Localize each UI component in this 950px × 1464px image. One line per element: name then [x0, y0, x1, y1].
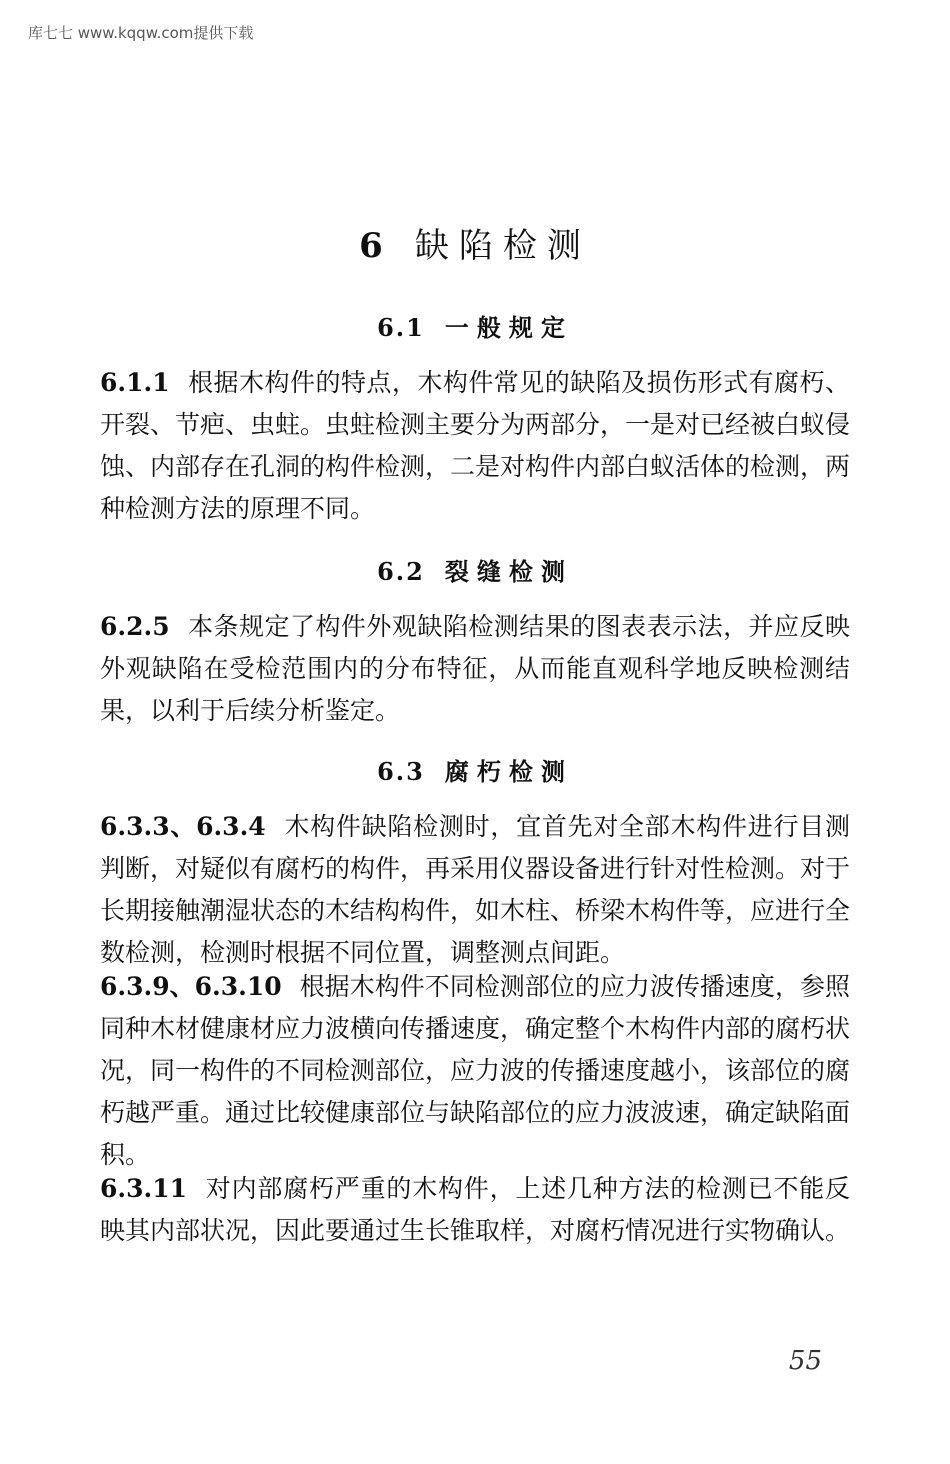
chapter-number: 6 — [359, 226, 393, 266]
paragraph-6-3-11 — [100, 1168, 850, 1252]
clause-number: 6.1.1 — [100, 368, 170, 397]
section-number: 6.2 — [377, 557, 425, 586]
clause-text: 对内部腐朽严重的木构件，上述几种方法的检测已不能反映其内部状况，因此要通过生长锥取样，对腐朽情况进行实物确认。 — [100, 1174, 851, 1245]
section-title-6-1 — [0, 308, 950, 343]
paragraph-6-2-5 — [100, 606, 850, 732]
section-title-6-2 — [0, 552, 950, 587]
clause-number: 6.3.3、6.3.4 — [100, 812, 266, 841]
section-number: 6.1 — [377, 313, 425, 342]
clause-text: 根据木构件不同检测部位的应力波传播速度，参照同种木材健康材应力波横向传播速度，确定整个木构件内部的腐朽状况，同一构件的不同检测部位，应力波的传播速度越小，该部位的腐朽越严重。通过比较健康部位与缺陷部位的应力波波速，确定缺陷面积。 — [100, 972, 851, 1169]
page-number: 55 — [788, 1346, 822, 1376]
section-title-6-3 — [0, 752, 950, 787]
clause-number: 6.2.5 — [100, 612, 170, 641]
paragraph-6-3-9 — [100, 966, 850, 1176]
watermark: 库七七 www.kqqw.com提供下载 — [28, 24, 254, 42]
clause-number: 6.3.11 — [100, 1174, 187, 1203]
clause-text: 木构件缺陷检测时，宜首先对全部木构件进行目测判断，对疑似有腐朽的构件，再采用仪器设备进行针对性检测。对于长期接触潮湿状态的木结构构件，如木柱、桥梁木构件等，应进行全数检测，检测时根据不同位置，调整测点间距。 — [100, 812, 851, 967]
section-title-text: 一般规定 — [444, 314, 573, 342]
section-title-text: 腐朽检测 — [444, 758, 573, 786]
paragraph-6-1-1 — [100, 362, 850, 530]
paragraph-6-3-3 — [100, 806, 850, 974]
chapter-title-text: 缺陷检测 — [414, 226, 591, 266]
clause-text: 根据木构件的特点，木构件常见的缺陷及损伤形式有腐朽、开裂、节疤、虫蛀。虫蛀检测主要分为两部分，一是对已经被白蚁侵蚀、内部存在孔洞的构件检测，二是对构件内部白蚁活体的检测，两种检测方法的原理不同。 — [100, 368, 851, 523]
section-number: 6.3 — [377, 757, 425, 786]
clause-text: 本条规定了构件外观缺陷检测结果的图表表示法，并应反映外观缺陷在受检范围内的分布特征，从而能直观科学地反映检测结果，以利于后续分析鉴定。 — [100, 612, 850, 725]
section-title-text: 裂缝检测 — [444, 558, 573, 586]
chapter-title — [0, 218, 950, 267]
clause-number: 6.3.9、6.3.10 — [100, 972, 282, 1001]
